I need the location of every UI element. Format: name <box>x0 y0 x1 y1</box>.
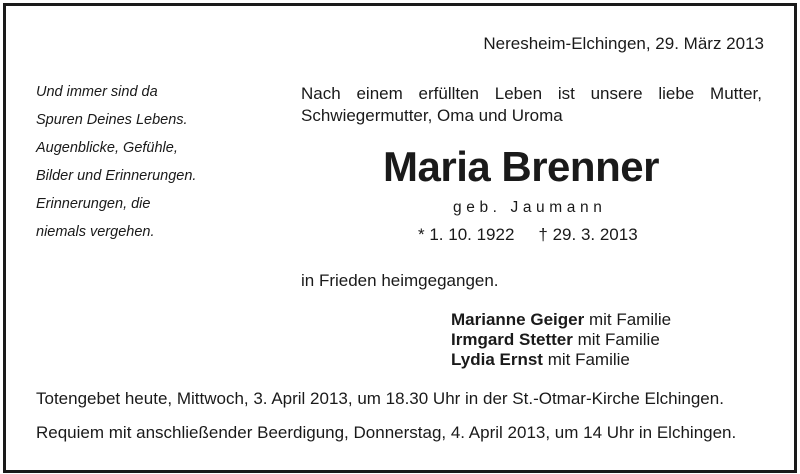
mourner-line <box>451 330 671 350</box>
memorial-poem <box>36 78 196 246</box>
intro-text <box>301 83 762 127</box>
intro-line-1: Nach einem erfüllten Leben ist unsere liebe Mutter, <box>301 84 762 103</box>
mourner-name: Marianne Geiger <box>451 310 585 329</box>
mourner-line <box>451 350 671 370</box>
mourner-suffix: mit Familie <box>547 350 630 369</box>
poem-line: Spuren Deines Lebens. <box>36 112 188 128</box>
mourner-suffix: mit Familie <box>588 310 672 329</box>
poem-line: niemals vergehen. <box>36 224 155 240</box>
mourner-name: Irmgard Stetter <box>451 330 573 349</box>
death-date: † 29. 3. 2013 <box>538 225 638 244</box>
deceased-name: Maria Brenner <box>383 143 659 190</box>
poem-line: Erinnerungen, die <box>36 196 151 212</box>
life-dates <box>418 225 638 245</box>
mourner-suffix: mit Familie <box>577 330 660 349</box>
mourners-list <box>451 310 671 370</box>
poem-line: Und immer sind da <box>36 84 158 100</box>
poem-line: Bilder und Erinnerungen. <box>36 168 197 184</box>
prayer-service-text: Totengebet heute, Mittwoch, 3. April 2013, um 18.30 Uhr in der St.-Otmar-Kirche Elchingen. <box>36 389 724 408</box>
mourner-line <box>451 310 671 330</box>
birth-name: geb. Jaumann <box>453 199 607 216</box>
passed-text: in Frieden heimgegangen. <box>301 271 499 290</box>
birth-date: * 1. 10. 1922 <box>418 225 515 244</box>
place-date: Neresheim-Elchingen, 29. März 2013 <box>483 34 764 53</box>
intro-line-2: Schwiegermutter, Oma und Uroma <box>301 106 563 125</box>
mourner-name: Lydia Ernst <box>451 350 543 369</box>
poem-line: Augenblicke, Gefühle, <box>36 140 178 156</box>
requiem-text: Requiem mit anschließender Beerdigung, Donnerstag, 4. April 2013, um 14 Uhr in Elchingen. <box>36 423 737 442</box>
